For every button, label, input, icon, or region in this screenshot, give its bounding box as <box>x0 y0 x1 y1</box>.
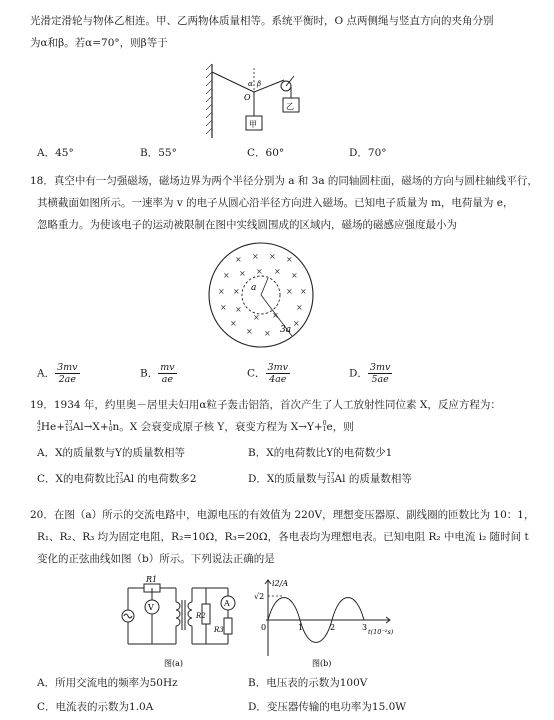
label-alpha: α <box>248 80 253 88</box>
q19-line-1: 19．1934 年，约里奥－居里夫妇用α粒子轰击铝箔，首次产生了人工放射性同位素 X，反应方程为： <box>30 399 501 411</box>
q18-option-a[interactable]: A． $\frac{3mv}{2ae}$ <box>37 362 78 385</box>
q19-option-d[interactable]: D．X的质量数与 27 13 Al 的质量数相等 <box>248 472 412 485</box>
label-v: V <box>148 603 154 612</box>
q18-line-2: 其横截面如图所示。一速率为 v 的电子从圆心沿半径方向进入磁场。已知电子质量为 m，电荷量为 e， <box>37 197 514 209</box>
q18-figure <box>206 240 316 350</box>
label-a: A <box>224 599 230 608</box>
q18-option-c[interactable]: C． $\frac{3mv}{4ae}$ <box>247 362 288 385</box>
tick-1: 1 <box>298 623 304 632</box>
svg-text:×: × <box>235 305 242 314</box>
label-3a: 3a <box>280 325 292 335</box>
label-beta: β <box>257 80 262 88</box>
svg-text:×: × <box>269 252 276 261</box>
q19-option-b[interactable]: B．X的电荷数比Y的电荷数少1 <box>248 447 393 459</box>
q18-line-3: 忽略重力。为使该电子的运动被限制在图中实线圆围成的区域内，磁场的磁感应强度最小为 <box>37 219 457 231</box>
svg-text:×: × <box>272 311 279 320</box>
q20-line-3: 变化的正弦曲线如图（b）所示。下列说法正确的是 <box>37 553 275 565</box>
q19-option-c[interactable]: C．X的电荷数比 27 13 Al 的电荷数多2 <box>37 472 197 485</box>
plot-ylabel: i2/A <box>272 579 289 588</box>
plot-xlabel: t(10⁻²s) <box>368 628 394 636</box>
svg-text:×: × <box>230 319 237 328</box>
q17-option-d[interactable]: D．70° <box>349 147 387 159</box>
q20-option-d[interactable]: D．变压器传输的电功率为15.0W <box>248 701 407 713</box>
svg-text:×: × <box>286 287 293 296</box>
q20-option-a[interactable]: A．所用交流电的频率为50Hz <box>37 677 178 689</box>
tick-0: 0 <box>261 623 267 632</box>
label-r1: R1 <box>146 575 158 584</box>
plot-peak: √2 <box>254 592 265 601</box>
svg-text:×: × <box>252 252 259 261</box>
q17-option-b[interactable]: B．55° <box>140 147 177 159</box>
svg-text:×: × <box>256 267 263 276</box>
q19-equation: 4 2 He+ 27 13 Al→X+ 1 0 n。X 会衰变成原子核 Y，衰变方程为 X→Y+ 0 1 e，则 <box>37 420 354 433</box>
q18-option-d[interactable]: D． $\frac{3mv}{5ae}$ <box>349 362 391 385</box>
q17-line-2: 为α和β。若α=70°，则β等于 <box>30 37 168 49</box>
q17-option-a[interactable]: A．45° <box>37 147 74 159</box>
svg-text:×: × <box>264 329 271 338</box>
q20-line-1: 20．在图（a）所示的交流电路中，电源电压的有效值为 220V，理想变压器原、副线圈的匝数比为 10：1， <box>30 509 535 521</box>
svg-text:×: × <box>253 313 260 322</box>
q17-figure <box>198 60 318 142</box>
svg-text:×: × <box>274 267 281 276</box>
tick-3: 3 <box>362 623 368 632</box>
cross-marks <box>218 252 307 338</box>
svg-text:×: × <box>233 287 240 296</box>
svg-text:×: × <box>218 287 225 296</box>
svg-text:×: × <box>220 303 227 312</box>
label-r2: R2 <box>196 612 206 620</box>
svg-text:×: × <box>239 269 246 278</box>
q20-line-2: R₁、R₂、R₃ 均为固定电阻，R₂=10Ω，R₃=20Ω，各电表均为理想电表。已知电阻 R₂ 中电流 i₂ 随时间 t <box>37 531 529 543</box>
label-jia: 甲 <box>249 120 257 129</box>
q17-option-c[interactable]: C．60° <box>247 147 285 159</box>
label-yi: 乙 <box>286 102 294 111</box>
label-o: O <box>244 93 251 102</box>
label-a: a <box>251 283 257 293</box>
q20-option-b[interactable]: B．电压表的示数为100V <box>248 677 368 689</box>
caption-b: 图(b) <box>312 659 332 668</box>
label-r3: R3 <box>214 626 224 634</box>
svg-text:×: × <box>296 303 303 312</box>
q20-figure-b <box>252 574 402 670</box>
svg-text:×: × <box>286 255 293 264</box>
q18-line-1: 18．真空中有一匀强磁场，磁场边界为两个半径分别为 a 和 3a 的同轴圆柱面，磁场的方向与圆柱轴线平行， <box>30 175 538 187</box>
caption-a: 图(a) <box>164 659 184 668</box>
q20-figure-a <box>118 574 246 670</box>
q19-option-a[interactable]: A．X的质量数与Y的质量数相等 <box>37 447 185 459</box>
svg-text:×: × <box>223 271 230 280</box>
tick-2: 2 <box>330 623 336 632</box>
q17-line-1: 光滑定滑轮与物体乙相连。甲、乙两物体质量相等。系统平衡时，O 点两侧绳与竖直方向的夹角分别 <box>30 15 494 27</box>
svg-text:×: × <box>291 271 298 280</box>
q18-option-b[interactable]: B． $\frac{mv}{ae}$ <box>140 362 175 385</box>
q20-option-c[interactable]: C．电流表的示数为1.0A <box>37 701 154 713</box>
svg-text:×: × <box>235 255 242 264</box>
svg-text:×: × <box>300 287 307 296</box>
svg-text:×: × <box>293 319 300 328</box>
svg-text:×: × <box>246 327 253 336</box>
